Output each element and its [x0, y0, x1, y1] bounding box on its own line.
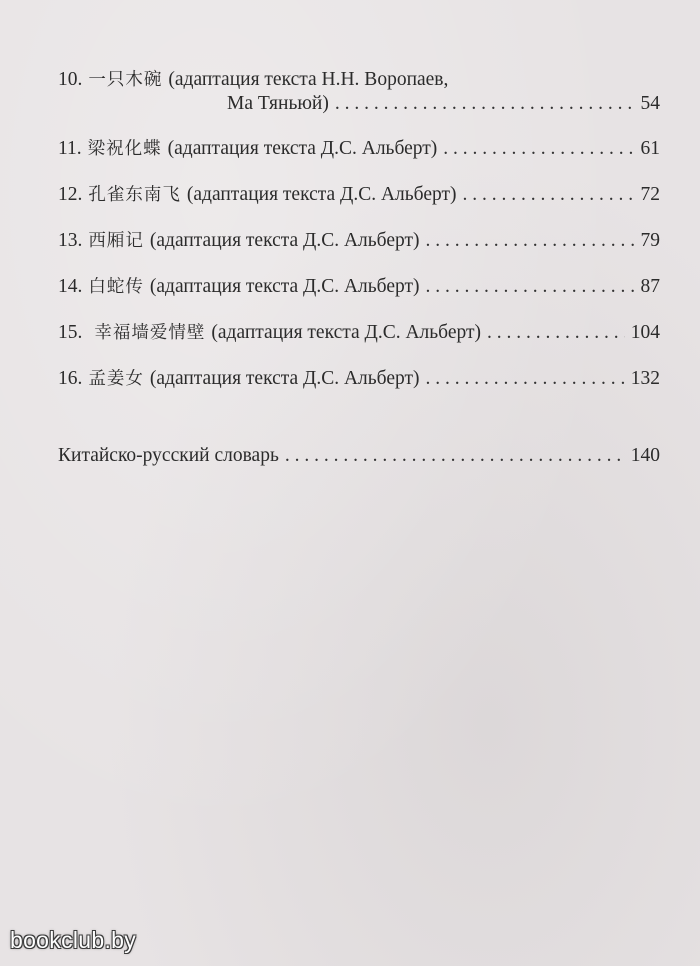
entry-number: 11.	[58, 138, 82, 159]
entry-page-number: 132	[630, 368, 660, 389]
toc-entry-13	[58, 229, 660, 253]
entry-page-number: 87	[640, 276, 660, 297]
entry-credit: (адаптация текста Д.С. Альберт)	[167, 138, 438, 159]
dot-leader	[426, 275, 635, 299]
entry-title-chinese: 孔雀东南飞	[88, 185, 181, 205]
toc-entry-16	[58, 367, 660, 391]
entry-number: 14.	[58, 276, 83, 297]
entry-title-chinese: 梁祝化蝶	[87, 139, 162, 159]
entry-title-chinese: 孟姜女	[88, 369, 144, 389]
entry-credit: (адаптация текста Д.С. Альберт)	[186, 184, 457, 205]
entry-title-chinese: 西厢记	[88, 231, 144, 251]
dot-leader	[335, 92, 635, 116]
entry-page-number: 72	[640, 184, 660, 205]
toc-entry-15	[58, 321, 660, 345]
entry-number: 12.	[58, 184, 83, 205]
toc-entry-11	[58, 137, 660, 161]
entry-page-number: 140	[630, 445, 660, 466]
entry-title: Китайско-русский словарь	[58, 445, 279, 466]
toc-entry-14	[58, 275, 660, 299]
dot-leader	[426, 229, 635, 253]
table-of-contents	[58, 68, 660, 468]
entry-page-number: 61	[640, 138, 660, 159]
entry-page-number: 104	[630, 322, 660, 343]
site-watermark: bookclub.by	[10, 927, 137, 953]
entry-page-number: 54	[640, 93, 660, 114]
dot-leader	[426, 367, 625, 391]
entry-number: 15.	[58, 322, 83, 343]
entry-number: 10.	[58, 69, 83, 90]
entry-title-chinese: 白蛇传	[88, 277, 144, 297]
toc-entry-dictionary	[58, 444, 660, 468]
entry-number: 16.	[58, 368, 83, 389]
entry-number: 13.	[58, 230, 83, 251]
dot-leader	[487, 321, 625, 345]
toc-entry-10	[58, 68, 660, 116]
entry-credit: (адаптация текста Д.С. Альберт)	[149, 276, 420, 297]
entry-credit: (адаптация текста Д.С. Альберт)	[211, 322, 481, 343]
entry-title-chinese: 幸福墙爱情壁	[94, 323, 206, 343]
entry-credit: (адаптация текста Д.С. Альберт)	[149, 230, 420, 251]
entry-credit-continued: Ма Тяньюй)	[227, 93, 329, 114]
entry-credit: (адаптация текста Д.С. Альберт)	[149, 368, 420, 389]
entry-credit: (адаптация текста Н.Н. Воропаев,	[168, 69, 449, 90]
dot-leader	[285, 444, 625, 468]
entry-title-chinese: 一只木碗	[88, 70, 163, 90]
entry-page-number: 79	[640, 230, 660, 251]
dot-leader	[443, 137, 634, 161]
dot-leader	[463, 183, 635, 207]
toc-entry-12	[58, 183, 660, 207]
